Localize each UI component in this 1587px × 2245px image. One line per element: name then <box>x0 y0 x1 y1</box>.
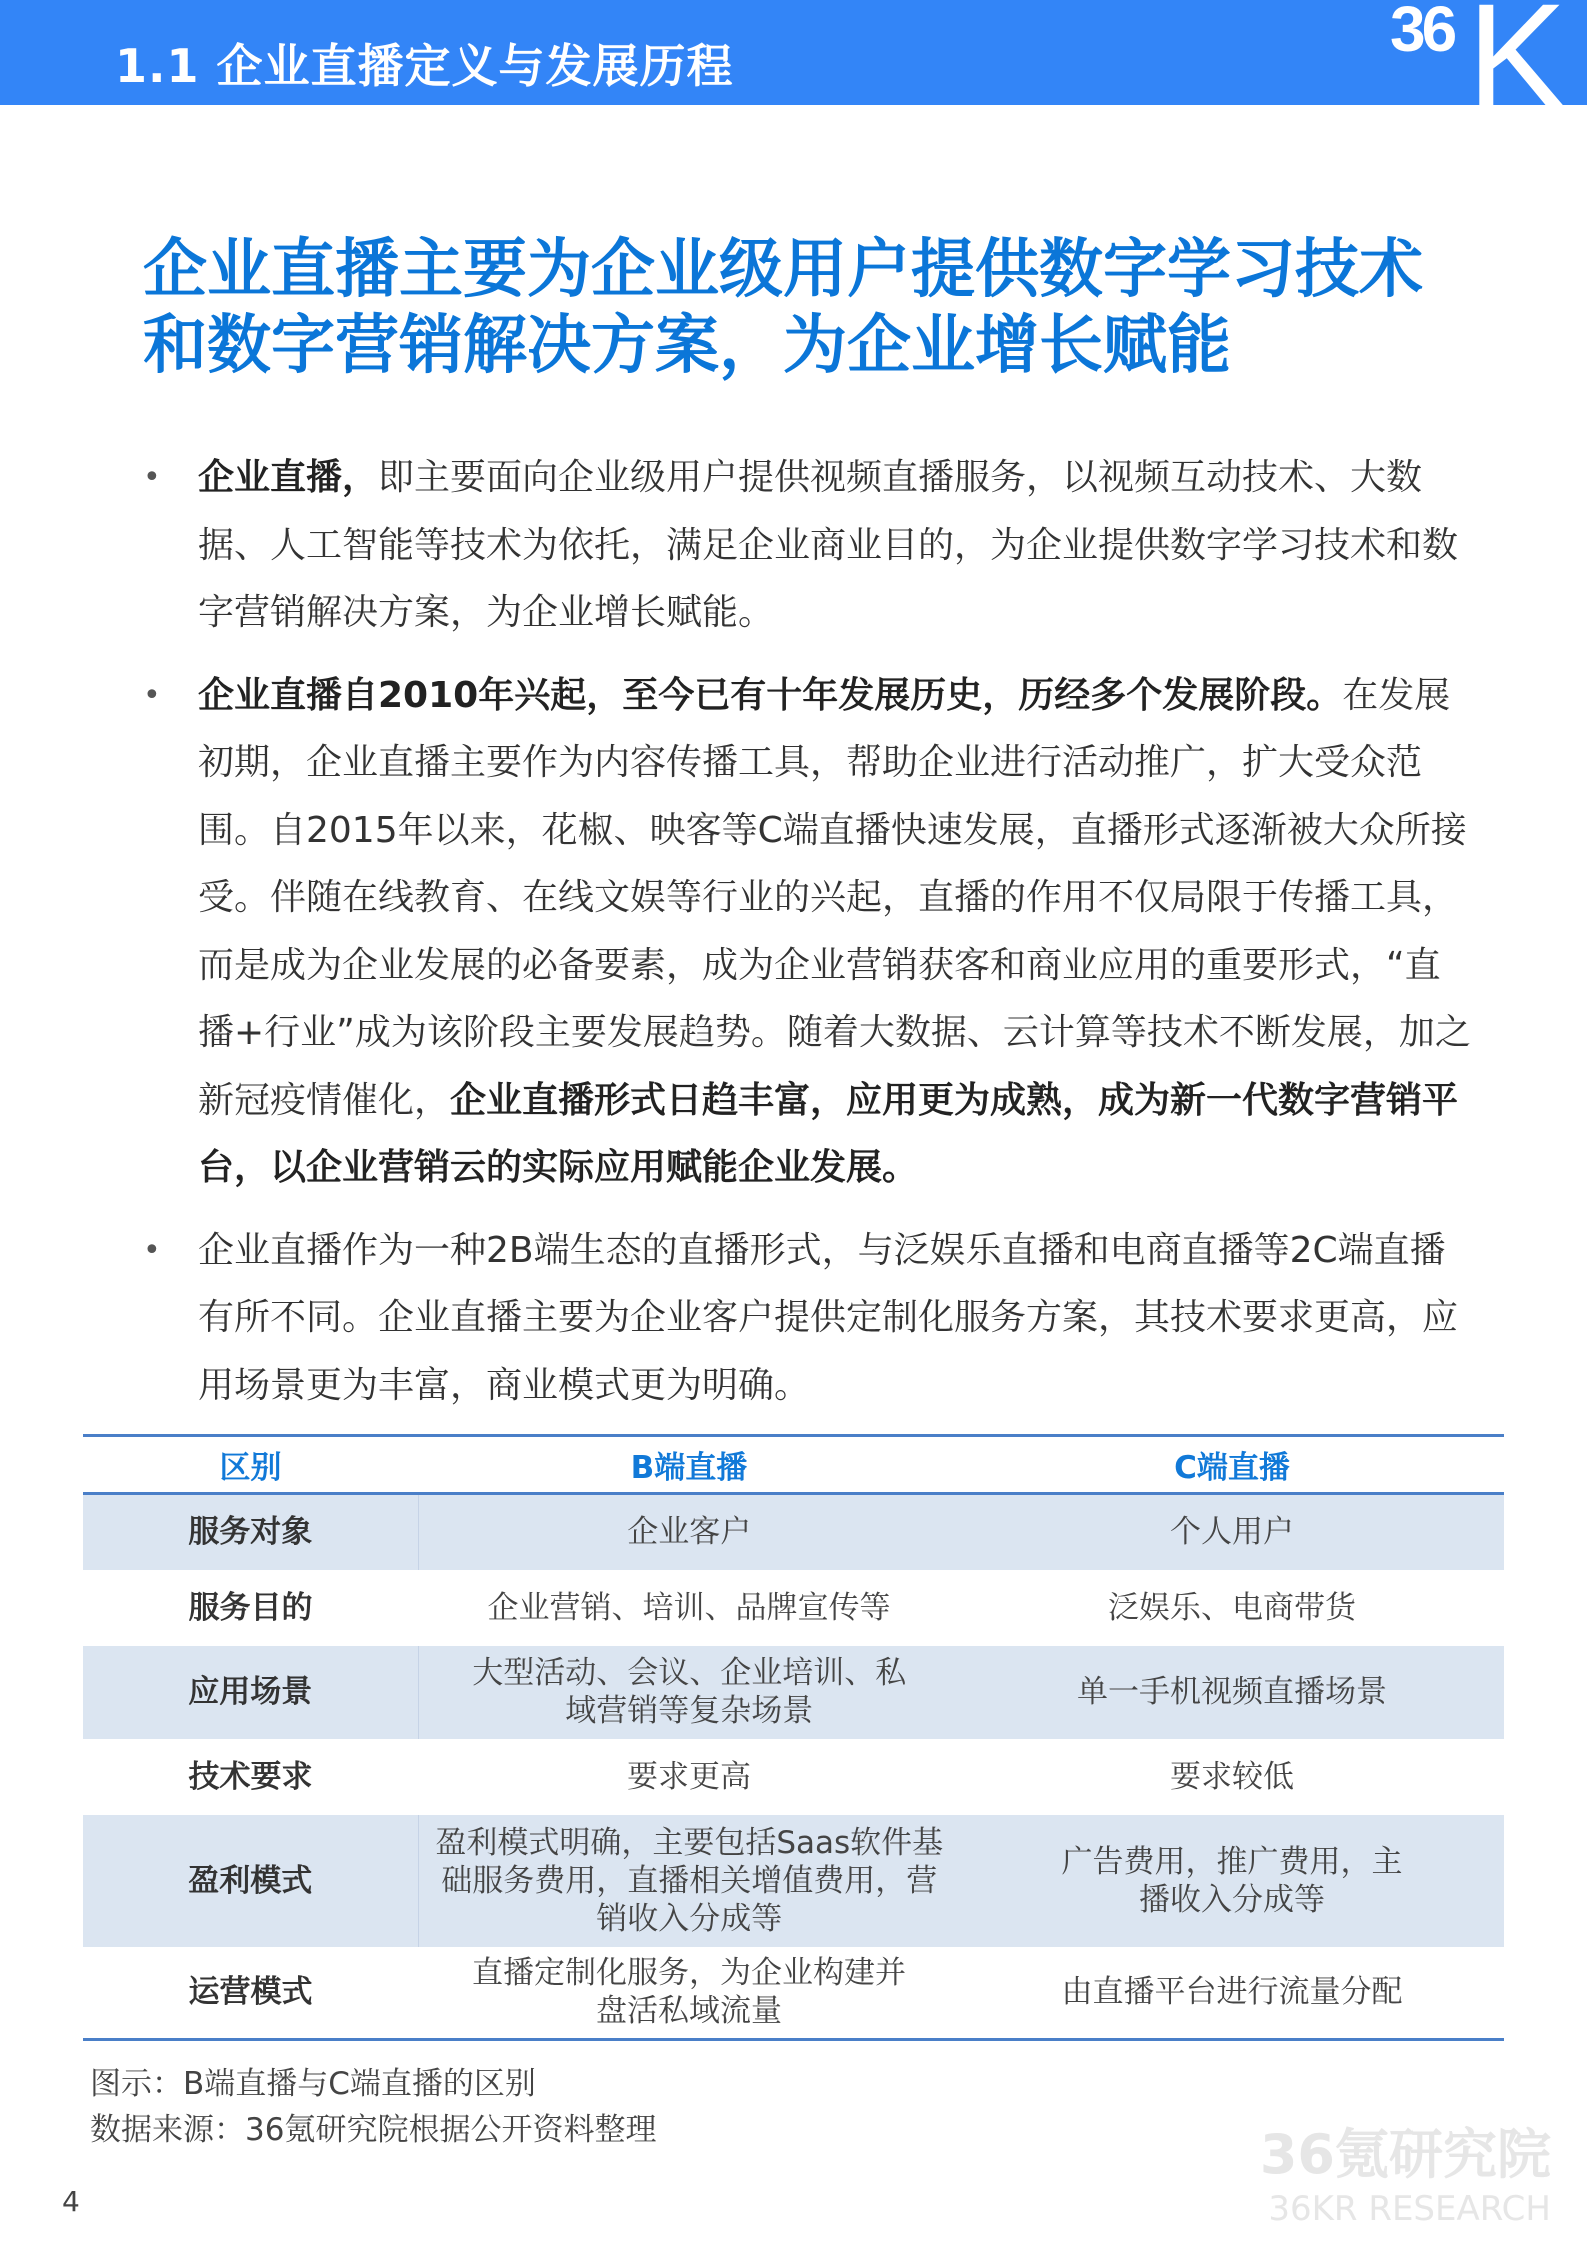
table-cell: 泛娱乐、电商带货 <box>1108 1589 1356 1626</box>
bullet-text: 在发展初期，企业直播主要作为内容传播工具，帮助企业进行活动推广，扩大受众范围。自2015年以来，花椒、映客等C端直播快速发展，直播形式逐渐被大众所接受。伴随在线教育、在线文娱等行业的兴起，直播的作用不仅局限于传播工具，而是成为企业发展的必备要素，成为企业营销获客和商业应用的重要形式，“直播+行业”成为该阶段主要发展趋势。随着大数据、云计算等技术不断发展，加之新冠疫情催化， <box>198 674 1471 1121</box>
row-label: 服务对象 <box>83 1494 418 1570</box>
table-cell: 由直播平台进行流量分配 <box>960 1947 1504 2040</box>
row-label: 应用场景 <box>83 1646 418 1739</box>
bullet-bold-text: 企业直播， <box>198 457 379 498</box>
row-label: 盈利模式 <box>83 1815 418 1947</box>
comparison-table <box>83 1434 1504 2041</box>
watermark-cn: 36氪研究院 <box>1259 2123 1551 2186</box>
figure-caption: 图示：B端直播与C端直播的区别 <box>90 2066 536 2102</box>
row-label: 运营模式 <box>83 1947 418 2040</box>
bullet-dot-icon: • <box>143 460 161 495</box>
row-label: 技术要求 <box>188 1758 313 1795</box>
page-number: 4 <box>62 2185 80 2218</box>
page-headline: 企业直播主要为企业级用户提供数字学习技术和数字营销解决方案，为企业增长赋能 <box>143 233 1423 383</box>
table-row <box>83 1815 1504 1947</box>
table-row <box>83 1646 1504 1739</box>
section-title: 1.1 企业直播定义与发展历程 <box>115 39 734 93</box>
row-label: 服务目的 <box>188 1589 313 1626</box>
watermark-en: 36KR RESEARCH <box>1268 2189 1551 2229</box>
table-cell: 单一手机视频直播场景 <box>960 1646 1504 1739</box>
bullet-bold-text: 企业直播自2010年兴起，至今已有十年发展历史，历经多个发展阶段。 <box>198 674 1343 716</box>
bullet-dot-icon: • <box>143 677 161 713</box>
table-row <box>83 1947 1504 2040</box>
data-source: 数据来源：36氪研究院根据公开资料整理 <box>90 2112 657 2148</box>
bullet-item <box>143 662 1473 1202</box>
table-cell: 盈利模式明确，主要包括Saas软件基础服务费用，直播相关增值费用，营销收入分成等 <box>418 1815 960 1947</box>
watermark <box>1260 2112 1551 2229</box>
table-row <box>83 1570 1504 1646</box>
table-cell: 大型活动、会议、企业培训、私域营销等复杂场景 <box>418 1646 960 1739</box>
table-row <box>83 1739 1504 1815</box>
header-cell: B端直播 <box>418 1436 960 1494</box>
header-cell: 区别 <box>83 1436 418 1494</box>
table-cell: 广告费用，推广费用，主播收入分成等 <box>960 1815 1504 1947</box>
section-header <box>0 0 1587 140</box>
bullet-text: 即主要面向企业级用户提供视频直播服务，以视频互动技术、大数据、人工智能等技术为依托，满足企业商业目的，为企业提供数字学习技术和数字营销解决方案，为企业增长赋能。 <box>198 457 1459 633</box>
bullet-item <box>143 444 1473 647</box>
bullet-item <box>143 1217 1473 1420</box>
bullet-bold-text: 企业直播形式日趋丰富，应用更为成熟，成为新一代数字营销平台，以企业营销云的实际应用赋能企业发展。 <box>198 1079 1459 1188</box>
table-cell: 个人用户 <box>960 1494 1504 1570</box>
table-cell: 企业营销、培训、品牌宣传等 <box>487 1589 891 1626</box>
table-cell: 要求较低 <box>1170 1758 1294 1795</box>
bullet-text: 企业直播作为一种2B端生态的直播形式，与泛娱乐直播和电商直播等2C端直播有所不同。企业直播主要为企业客户提供定制化服务方案，其技术要求更高，应用场景更为丰富，商业模式更为明确。 <box>198 1229 1459 1406</box>
table-row <box>83 1494 1504 1570</box>
table-cell: 要求更高 <box>627 1758 751 1795</box>
table-cell: 直播定制化服务，为企业构建并盘活私域流量 <box>418 1947 960 2040</box>
table-cell: 企业客户 <box>418 1494 960 1570</box>
bullet-list <box>143 444 1473 1434</box>
bullet-dot-icon: • <box>143 1232 161 1268</box>
header-cell: C端直播 <box>960 1436 1504 1494</box>
brand-logo: 36 K <box>1390 0 1568 140</box>
